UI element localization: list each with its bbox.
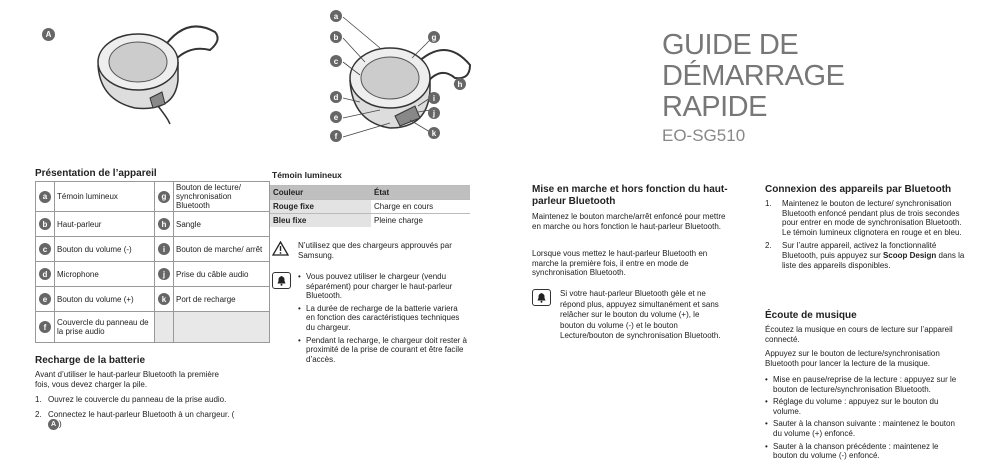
callout-e: e (330, 111, 342, 123)
list-item: • Sauter à la chanson suivante : maintenez le bouton du volume (+) enfoncé. (765, 419, 965, 438)
callout-c: c (330, 55, 342, 67)
parts-icon-f: f (39, 321, 51, 333)
figure-a-label: A (42, 28, 55, 41)
guide-title: GUIDE DE DÉMARRAGE RAPIDE (662, 29, 845, 123)
parts-icon-i: i (158, 243, 170, 255)
warning-text: N’utilisez que des chargeurs approuvés par Samsung. (298, 241, 452, 260)
power-text-2: Lorsque vous mettez le haut-parleur Bluetooth en marche la première fois, il entre en mode de synchronisation Bluetooth. (532, 249, 708, 278)
parts-icon-c: c (39, 243, 51, 255)
figure-a-reference: A (48, 419, 59, 430)
list-item: 1. Maintenez le bouton de lecture/ synchronisation Bluetooth enfoncé pendant plus de trois secondes pour entrer en mode de synchronisation Bluetooth. Le témoin lumineux clignotera en rouge et en bleu. (765, 199, 962, 237)
list-item: • Réglage du volume : appuyez sur le bouton du volume. (765, 397, 965, 416)
parts-icon-b: b (39, 218, 51, 230)
callout-k: k (428, 127, 440, 139)
callout-j: j (428, 107, 440, 119)
table-header: Couleur État (270, 186, 470, 200)
list-item: 2. Connectez le haut-parleur Bluetooth à un chargeur. (A ) (35, 409, 235, 429)
table-row: e Bouton du volume (+) k Port de recharge (36, 287, 270, 312)
parts-icon-e: e (39, 293, 51, 305)
callout-b: b (330, 31, 342, 43)
table-row: Bleu fixe Pleine charge (270, 214, 470, 228)
parts-table (35, 181, 270, 343)
music-heading: Écoute de musique (765, 310, 857, 321)
list-item: 2. Sur l’autre appareil, activez la fonctionnalité Bluetooth, puis appuyez sur Scoop Design dans la liste des appareils disponibles. (765, 241, 965, 270)
table-row: b Haut-parleur h Sangle (36, 212, 270, 237)
temoin-heading: Témoin lumineux (272, 170, 342, 180)
table-row: a Témoin lumineux g Bouton de lecture/ synchronisation Bluetooth (36, 182, 270, 212)
parts-icon-d: d (39, 268, 51, 280)
power-heading: Mise en marche et hors fonction du haut-parleur Bluetooth (532, 184, 728, 207)
parts-icon-h: h (158, 218, 170, 230)
parts-icon-a: a (39, 191, 51, 203)
list-item: • Pendant la recharge, le chargeur doit rester à proximité de la prise de courant et être facile d’accès. (298, 336, 468, 365)
callout-a: a (330, 10, 342, 22)
list-item: • Vous pouvez utiliser le chargeur (vendu séparément) pour charger le haut-parleur Bluetooth. (298, 272, 468, 301)
table-row: Rouge fixe Charge en cours (270, 200, 470, 214)
callout-i: i (428, 92, 440, 104)
power-text-1: Maintenez le bouton marche/arrêt enfoncé pour mettre en marche ou hors fonction le haut-parleur Bluetooth. (532, 212, 726, 231)
callout-g: g (428, 31, 440, 43)
recharge-heading: Recharge de la batterie (35, 355, 146, 366)
recharge-steps (35, 395, 235, 430)
charging-notes (298, 272, 468, 364)
music-controls-list (765, 375, 965, 461)
music-text-1: Écoutez la musique en cours de lecture sur l’appareil connecté. (765, 325, 953, 344)
music-text-2: Appuyez sur le bouton de lecture/synchronisation Bluetooth pour lancer la lecture de la musique. (765, 349, 940, 368)
parts-icon-k: k (158, 293, 170, 305)
bluetooth-steps (765, 199, 970, 270)
callout-h: h (454, 78, 466, 90)
led-status-table (270, 185, 470, 227)
speaker-charging-illustration (90, 20, 230, 130)
callout-d: d (330, 91, 342, 103)
table-row: d Microphone j Prise du câble audio (36, 262, 270, 287)
list-item: 1. Ouvrez le couvercle du panneau de la prise audio. (35, 395, 227, 404)
recharge-intro: Avant d’utiliser le haut-parleur Bluetooth la première fois, vous devez charger la pile. (35, 370, 219, 389)
bluetooth-heading: Connexion des appareils par Bluetooth (765, 184, 952, 195)
list-item: • Sauter à la chanson précédente : maintenez le bouton du volume (-) enfoncé. (765, 442, 965, 461)
list-item: • La durée de recharge de la batterie variera en fonction des caractéristiques techniques du chargeur. (298, 304, 468, 333)
callout-f: f (330, 130, 342, 142)
note-icon (272, 272, 291, 289)
warning-icon (272, 241, 289, 256)
model-number: EO-SG510 (662, 126, 746, 145)
parts-icon-g: g (158, 191, 170, 203)
parts-icon-j: j (158, 268, 170, 280)
power-note: Si votre haut-parleur Bluetooth gèle et ne répond plus, appuyez simultanément et sans relâcher sur le bouton du volume (+), le bouton du volume (-) et le bouton Lecture/bouton de synchronisation Bluetooth. (560, 289, 721, 340)
table-row: f Couvercle du panneau de la prise audio (36, 312, 270, 343)
note-icon (532, 289, 551, 306)
table-row: c Bouton du volume (-) i Bouton de marche/ arrêt (36, 237, 270, 262)
presentation-heading: Présentation de l’appareil (35, 168, 157, 179)
list-item: • Mise en pause/reprise de la lecture : appuyez sur le bouton de lecture/synchronisation Bluetooth. (765, 375, 965, 394)
